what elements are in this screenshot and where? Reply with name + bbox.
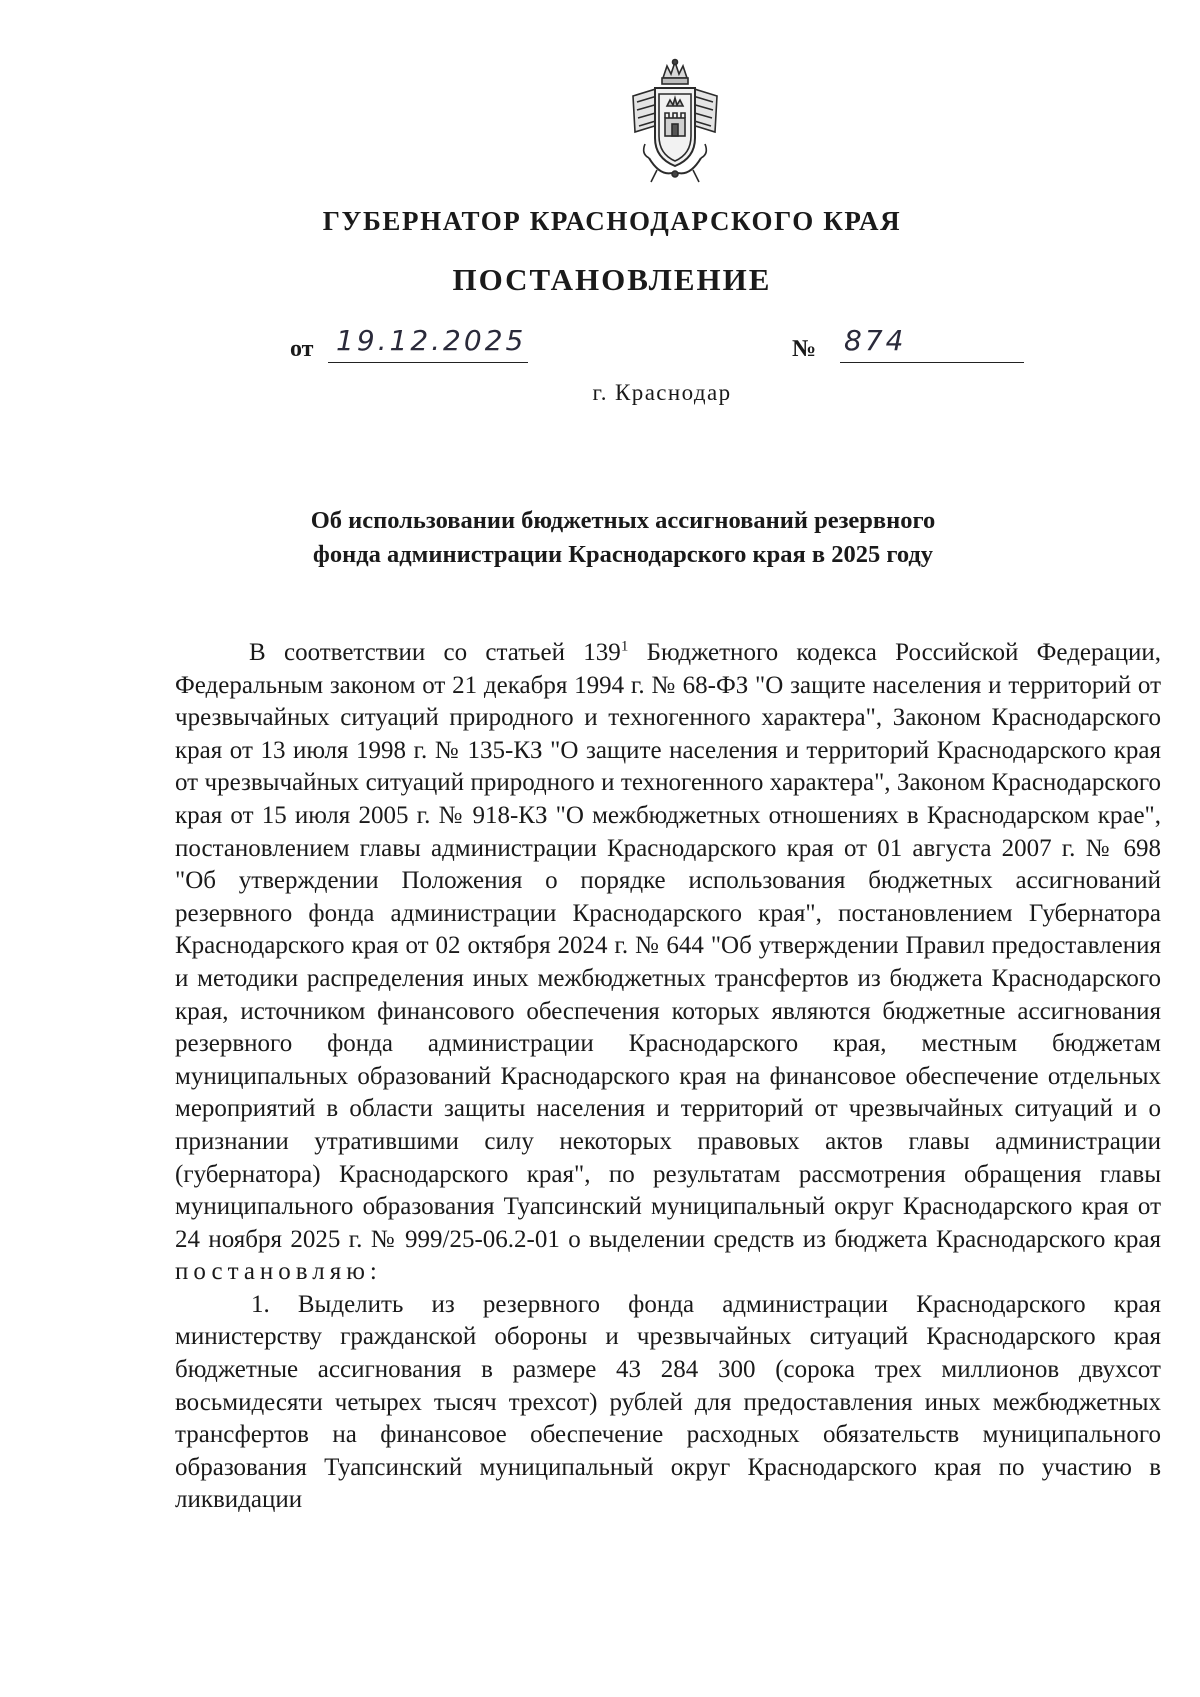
subject-line-2: фонда администрации Краснодарского края в 2025 году [312,541,934,568]
preamble-text: Бюджетного кодекса Российской Федерации, Федеральным законом от 21 декабря 1994 г. № 68-ФЗ "О защите населения и территорий от чрезвычайных ситуаций природного и техногенного характера", Законом Краснодарского края от 13 июля 1998 г. № 135-КЗ "О защите населения и территорий Краснодарского края от чрезвычайных ситуаций природного и техногенного характера", Законом Краснодарского края от 15 июля 2005 г. № 918-КЗ "О межбюджетных отношениях в Краснодарском крае", постановлением главы администрации Краснодарского края от 01 августа 2007 г. № 698 "Об утверждении Положения о порядке использования бюджетных ассигнований резервного фонда администрации Краснодарского края", постановлением Губернатора Краснодарского края от 02 октября 2024 г. № 644 "Об утверждении Правил предоставления и методики распределения иных межбюджетных трансфертов из бюджета Краснодарского края, источником финансового обеспечения которых являются бюджетные ассигнования резервного фонда администрации Краснодарского края, местным бюджетам муниципальных образований Краснодарского края на финансовое обеспечение отдельных мероприятий в области защиты населения и территорий от чрезвычайных ситуаций и о признании утратившими силу некоторых правовых актов главы администрации (губернатора) Краснодарского края", по результатам рассмотрения обращения главы муниципального образования Туапсинский муниципальный округ Краснодарского края от 24 ноября 2025 г. № 999/25-06.2-01 о выделении средств из бюджета Краснодарского края [175,639,1161,1253]
document-body [175,637,1161,1517]
date-value: 19.12.2025 [336,324,527,357]
number-value: 874 [844,324,907,357]
city: г. Краснодар [592,380,732,405]
document-meta [290,324,1030,366]
coat-of-arms-emblem [615,58,735,186]
preamble-paragraph [175,637,1161,1289]
number-label: № [792,336,817,362]
date-label: от [290,336,314,362]
article-superscript: 1 [620,638,629,655]
issuer-title: ГУБЕРНАТОР КРАСНОДАРСКОГО КРАЯ [322,206,902,236]
document-type: ПОСТАНОВЛЕНИЕ [452,262,772,297]
number-field [840,324,1024,363]
clause-1-paragraph: 1. Выделить из резервного фонда администрации Краснодарского края министерству гражданской обороны и чрезвычайных ситуаций Краснодарского края бюджетные ассигнования в размере 43 284 300 (сорока трех миллионов двухсот восьмидесяти четырех тысяч трехсот) рублей для предоставления иных межбюджетных трансфертов на финансовое обеспечение расходных обязательств муниципального образования Туапсинский муниципальный округ Краснодарского края по участию в ликвидации [175,1290,1161,1514]
preamble-text-start: В соответствии со статьей 139 [249,639,621,666]
resolve-word: постановляю: [175,1258,382,1286]
document-subject [0,504,1200,572]
date-field [328,324,528,363]
subject-line-1: Об использовании бюджетных ассигнований резервного [310,507,936,534]
